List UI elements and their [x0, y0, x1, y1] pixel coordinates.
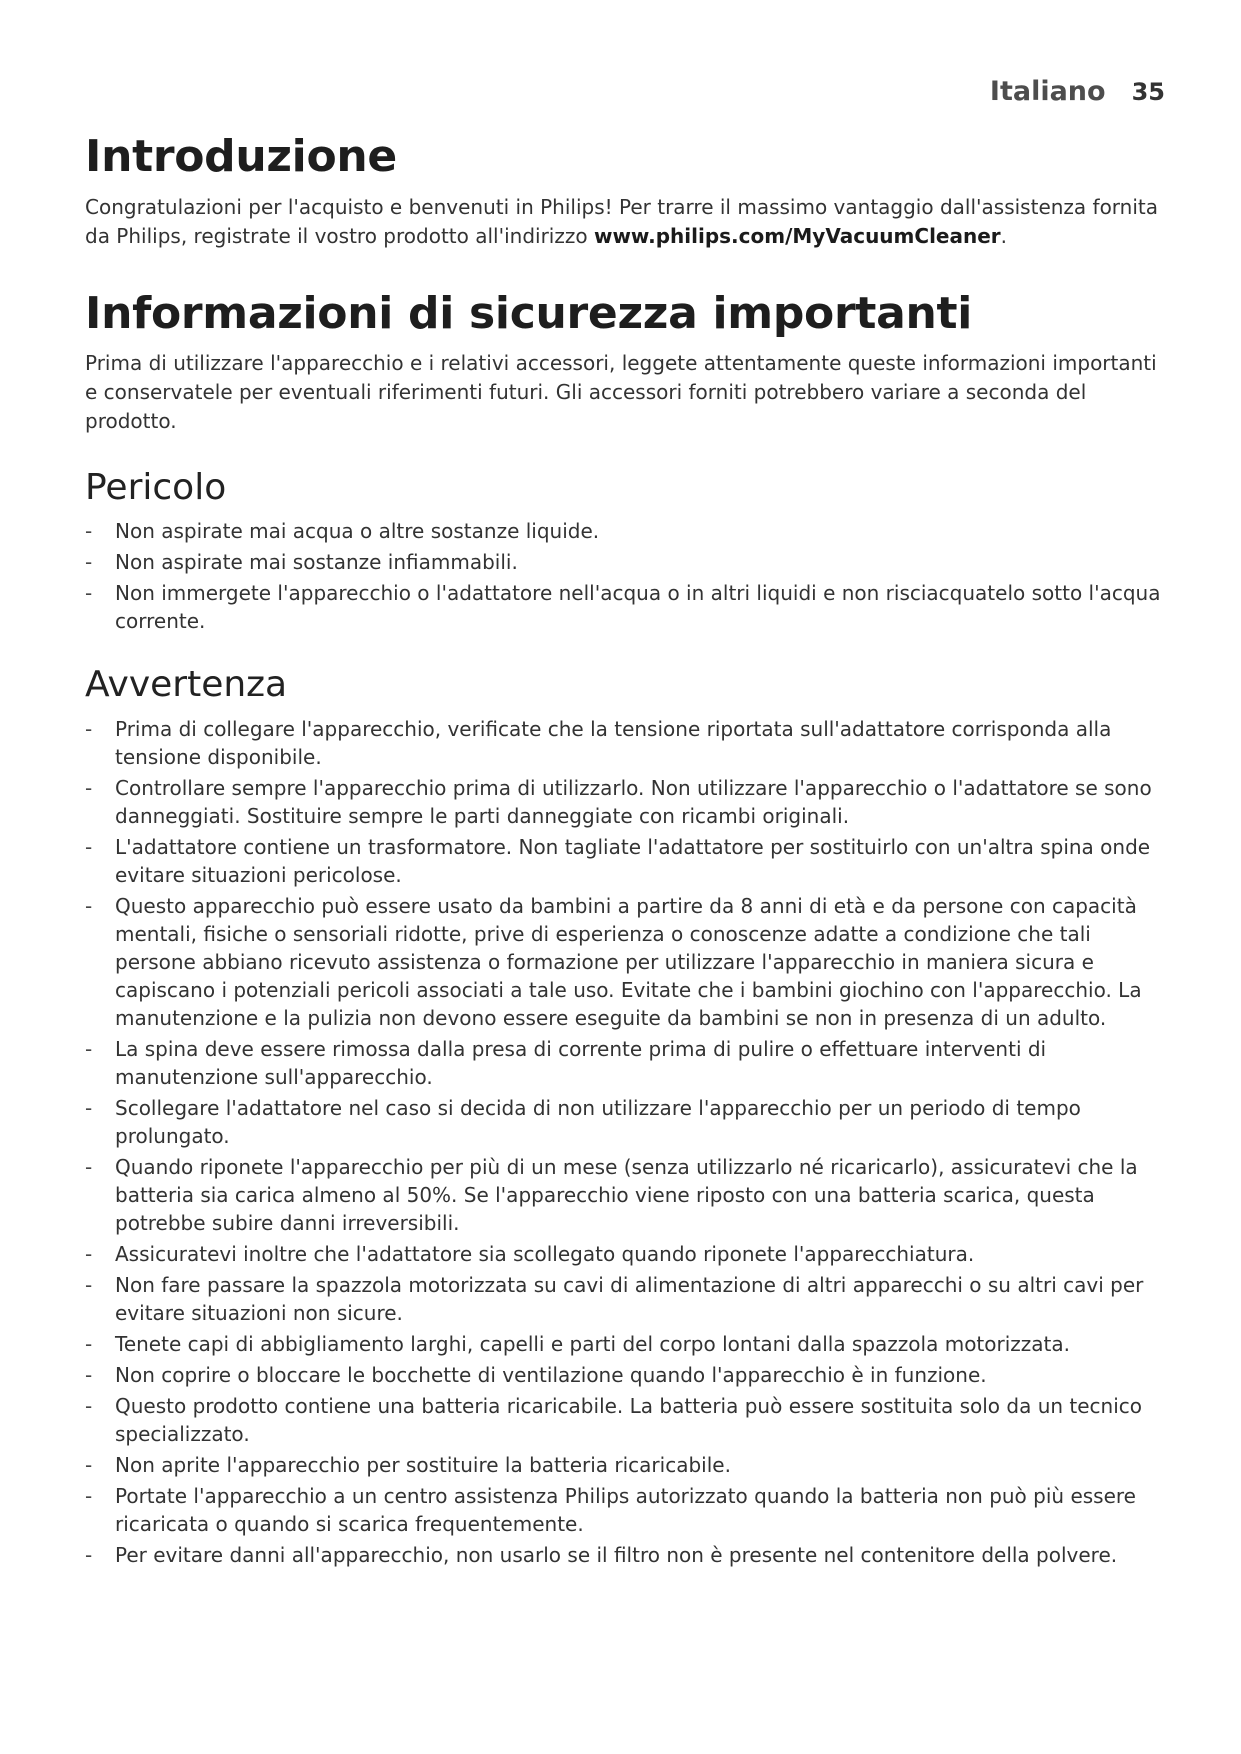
- list-item: - Questo prodotto contiene una batteria ricaricabile. La batteria può essere sostituita solo da un tecnico specializzato.: [85, 1392, 1165, 1448]
- warning-title: Avvertenza: [85, 664, 288, 706]
- list-item: - La spina deve essere rimossa dalla presa di corrente prima di pulire o effettuare interventi di manutenzione sull'apparecchio.: [85, 1035, 1165, 1091]
- list-item: - Non immergete l'apparecchio o l'adattatore nell'acqua o in altri liquidi e non risciacquatelo sotto l'acqua corrente.: [85, 579, 1165, 635]
- list-item: - Non aprite l'apparecchio per sostituire la batteria ricaricabile.: [85, 1451, 1165, 1479]
- list-item: - Portate l'apparecchio a un centro assistenza Philips autorizzato quando la batteria non può più essere ricaricata o quando si scarica frequentemente.: [85, 1482, 1165, 1538]
- danger-title: Pericolo: [85, 467, 227, 509]
- list-item: - Non coprire o bloccare le bocchette di ventilazione quando l'apparecchio è in funzione.: [85, 1361, 1165, 1389]
- safety-title: Informazioni di sicurezza importanti: [85, 287, 973, 339]
- list-item: - Questo apparecchio può essere usato da bambini a partire da 8 anni di età e da persone con capacità mentali, fisiche o sensoriali ridotte, prive di esperienza o conoscenze adatte a condizione che tali persone abbiano ricevuto assistenza o formazione per utilizzare l'apparecchio in maniera sicura e capiscano i potenziali pericoli associati a tale uso. Evitate che i bambini giochino con l'apparecchio. La manutenzione e la pulizia non devono essere eseguite da bambini se non in presenza di un adulto.: [85, 892, 1165, 1032]
- safety-paragraph: Prima di utilizzare l'apparecchio e i relativi accessori, leggete attentamente queste informazioni importanti e conservatele per eventuali riferimenti futuri. Gli accessori forniti potrebbero variare a seconda del prodotto.: [85, 351, 1157, 434]
- list-item: - Assicuratevi inoltre che l'adattatore sia scollegato quando riponete l'apparecchiatura.: [85, 1240, 1165, 1268]
- page-header: [990, 76, 1165, 107]
- language-label: Italiano: [989, 76, 1106, 107]
- danger-section: [85, 466, 1165, 635]
- intro-text: Congratulazioni per l'acquisto e benvenuti in Philips! Per trarre il massimo vantaggio dall'assistenza fornita da Philips, registrate il vostro prodotto all'indirizzo: [85, 194, 1159, 248]
- intro-title: Introduzione: [85, 131, 397, 182]
- list-item: - Non aspirate mai acqua o altre sostanze liquide.: [85, 517, 1165, 545]
- list-item: - Tenete capi di abbigliamento larghi, capelli e parti del corpo lontani dalla spazzola motorizzata.: [85, 1330, 1165, 1358]
- warning-section: [85, 663, 1165, 1568]
- registration-link[interactable]: www.philips.com/MyVacuumCleaner: [593, 223, 1001, 248]
- intro-paragraph: [85, 193, 1165, 251]
- list-item: - Non aspirate mai sostanze infiammabili.: [85, 548, 1165, 576]
- list-item: - L'adattatore contiene un trasformatore. Non tagliate l'adattatore per sostituirlo con un'altra spina onde evitare situazioni pericolose.: [85, 833, 1165, 889]
- list-item: - Controllare sempre l'apparecchio prima di utilizzarlo. Non utilizzare l'apparecchio o l'adattatore se sono danneggiati. Sostituire sempre le parti danneggiate con ricambi originali.: [85, 774, 1165, 830]
- danger-list: [85, 517, 1165, 635]
- list-item: - Per evitare danni all'apparecchio, non usarlo se il filtro non è presente nel contenitore della polvere.: [85, 1541, 1165, 1569]
- safety-section: [85, 289, 1165, 437]
- page-number: 35: [1131, 78, 1165, 106]
- list-item: - Scollegare l'adattatore nel caso si decida di non utilizzare l'apparecchio per un periodo di tempo prolungato.: [85, 1094, 1165, 1150]
- list-item: - Non fare passare la spazzola motorizzata su cavi di alimentazione di altri apparecchi o su altri cavi per evitare situazioni non sicure.: [85, 1271, 1165, 1327]
- list-item: - Prima di collegare l'apparecchio, verificate che la tensione riportata sull'adattatore corrisponda alla tensione disponibile.: [85, 715, 1165, 771]
- document-body: [85, 132, 1165, 1572]
- warning-list: [85, 715, 1165, 1569]
- intro-text-end: .: [1000, 223, 1008, 248]
- intro-section: [85, 132, 1165, 251]
- list-item: - Quando riponete l'apparecchio per più di un mese (senza utilizzarlo né ricaricarlo), assicuratevi che la batteria sia carica almeno al 50%. Se l'apparecchio viene riposto con una batteria scarica, questa potrebbe subire danni irreversibili.: [85, 1153, 1165, 1237]
